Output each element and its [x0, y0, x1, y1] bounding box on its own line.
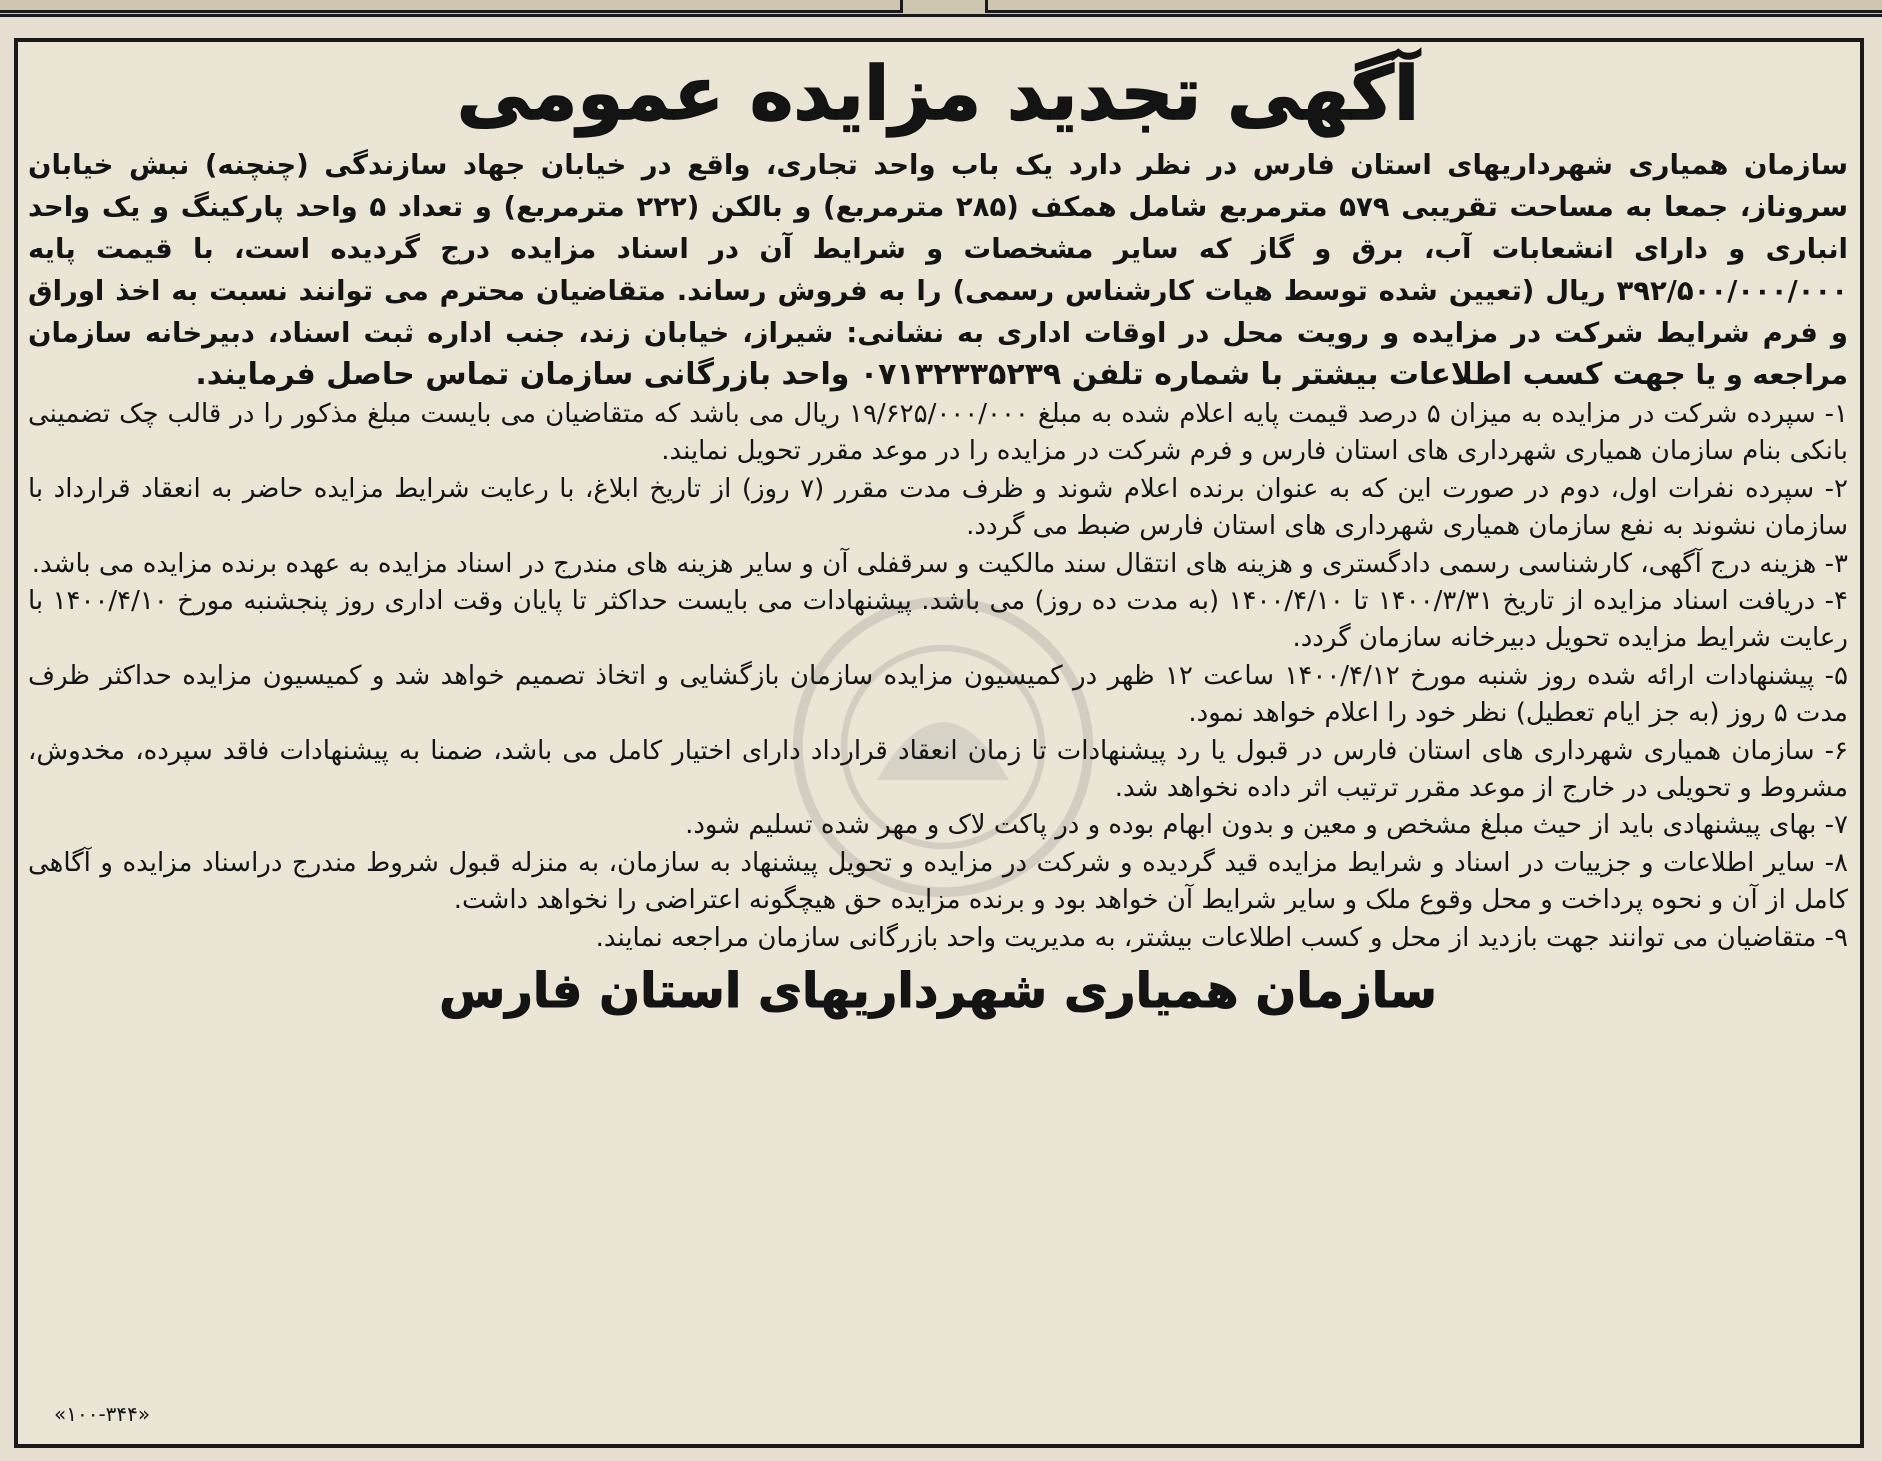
condition-item: ۴- دریافت اسناد مزایده از تاریخ ۱۴۰۰/۳/۳۱ تا ۱۴۰۰/۴/۱۰ (به مدت ده روز) می باشد. پیشنهادات می بایست حداکثر تا پایان وقت اداری روز پنجشنبه مورخ ۱۴۰۰/۴/۱۰ با رعایت شرایط مزایده تحویل دبیرخانه سازمان گردد. — [28, 586, 1848, 654]
top-border-strip — [0, 0, 1882, 17]
condition-item: ۹- متقاضیان می توانند جهت بازدید از محل و کسب اطلاعات بیشتر، به مدیریت واحد بازرگانی سازمان مراجعه نمایند. — [595, 922, 1848, 953]
condition-item: ۷- بهای پیشنهادی باید از حیث مبلغ مشخص و معین و بدون ابهام بوده و در پاکت لاک و مهر شده تسلیم شود. — [685, 810, 1848, 841]
neighbor-ad-left — [0, 0, 903, 13]
conditions-list — [28, 396, 1848, 957]
neighbor-ad-right — [985, 0, 1882, 13]
condition-item: ۸- سایر اطلاعات و جزییات در اسناد و شرایط مزایده قید گردیده و شرکت در مزایده و تحویل پیشنهاد به سازمان، به منزله قبول شروط مندرج دراسناد مزایده و آگاهی کامل از آن و نحوه پرداخت و محل وقوع ملک و سایر شرایط آن خواهد بود و برنده مزایده حق هیچگونه اعتراضی را نخواهد داشت. — [28, 847, 1848, 916]
ad-code: «۱۰۰-۳۴۴» — [54, 1402, 151, 1426]
intro-text: سازمان همیاری شهرداریهای استان فارس در نظر دارد یک باب واحد تجاری، واقع در خیابان جهاد سازندگی (چنچنه) نبش خیابان سروناز، جمعا به مساحت تقریبی ۵۷۹ مترمربع شامل همکف (۲۸۵ مترمربع) و بالکن (۲۲۲ مترمربع) و تعداد ۵ واحد پارکینگ و یک واحد انباری و دارای انشعابات آب، برق و گاز که سایر مشخصات و شرایط آن در اسناد مزایده درج گردیده است، با قیمت پایه ۳۹۲/۵۰۰/۰۰۰/۰۰۰ ریال (تعیین شده توسط هیات کارشناس رسمی) را به فروش رساند. متقاضیان محترم می توانند نسبت به اخذ اوراق و فرم شرایط شرکت در مزایده و رویت محل در اوقات اداری به نشانی: شیراز، خیابان زند، جنب اداره ثبت اسناد، دبیرخانه سازمان مراجعه و یا — [28, 149, 1848, 391]
notice-intro — [28, 144, 1848, 396]
condition-item: ۱- سپرده شرکت در مزایده به میزان ۵ درصد قیمت پایه اعلام شده به مبلغ ۱۹/۶۲۵/۰۰۰/۰۰۰ ریال می باشد که متقاضیان می بایست مبلغ مذکور را در قالب چک تضمینی بانکی بنام سازمان همیاری شهرداری های استان فارس و فرم شرکت در مزایده را در موعد مقرر تحویل نمایند. — [28, 399, 1848, 467]
auction-notice-box — [14, 38, 1864, 1448]
contact-phone-sentence: جهت کسب اطلاعات بیشتر با شماره تلفن ۰۷۱۳۲۳۳۵۲۳۹ واحد بازرگانی سازمان تماس حاصل فرمایند. — [195, 357, 1686, 392]
condition-item: ۶- سازمان همیاری شهرداری های استان فارس در قبول یا رد پیشنهادات تا زمان انعقاد قرارداد دارای اختیار کامل می باشد، ضمنا به پیشنهادات فاقد سپرده، مخدوش، مشروط و تحویلی در خارج از موعد مقرر ترتیب اثر داده نخواهد شد. — [28, 735, 1848, 804]
notice-title: آگهی تجدید مزایده عمومی — [456, 51, 1420, 137]
condition-item: ۳- هزینه درج آگهی، کارشناسی رسمی دادگستری و هزینه های انتقال سند مالکیت و سرقفلی آن و سایر هزینه های مندرج در اسناد مزایده به عهده برنده مزایده می باشد. — [31, 548, 1848, 579]
issuer-signature: سازمان همیاری شهرداریهای استان فارس — [439, 963, 1437, 1020]
condition-item: ۲- سپرده نفرات اول، دوم در صورت این که به عنوان برنده اعلام شوند و ظرف مدت مقرر (۷ روز) از تاریخ ابلاغ، با رعایت شرایط مزایده حاضر به انعقاد قرارداد با سازمان نشوند به نفع سازمان همیاری شهرداری های استان فارس ضبط می گردد. — [28, 473, 1849, 542]
condition-item: ۵- پیشنهادات ارائه شده روز شنبه مورخ ۱۴۰۰/۴/۱۲ ساعت ۱۲ ظهر در کمیسیون مزایده سازمان بازگشایی و اتخاذ تصمیم خواهد شد و کمیسیون مزایده حداکثر ظرف مدت ۵ روز (به جز ایام تعطیل) نظر خود را اعلام خواهد نمود. — [28, 660, 1849, 729]
notice-content — [28, 48, 1848, 1438]
